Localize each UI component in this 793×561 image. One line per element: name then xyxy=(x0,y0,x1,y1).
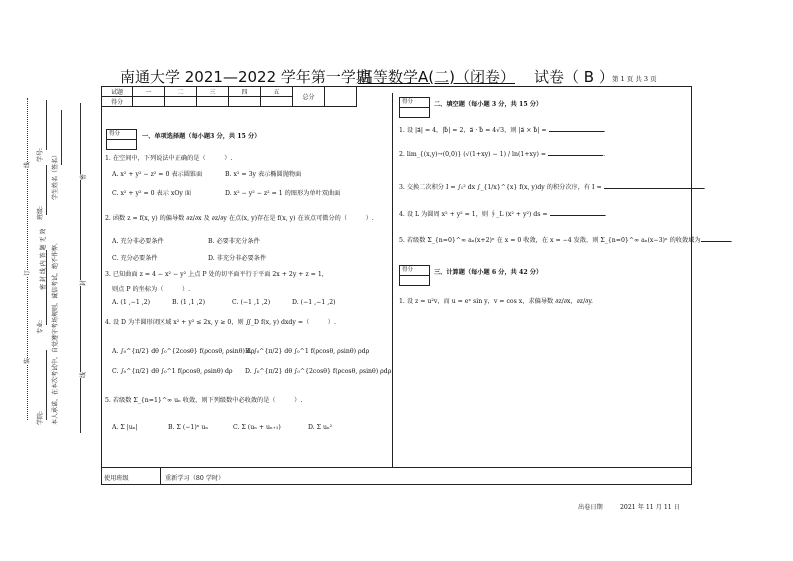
s1-q1-b[interactable]: B. x² = 3y 表示椭圆抛物面 xyxy=(225,171,302,178)
major-line[interactable] xyxy=(46,250,47,325)
section3-title: 三、计算题（每小题 6 分，共 42 分） xyxy=(434,269,543,276)
total-label: 总分 xyxy=(293,87,325,107)
binding-ding: 订 xyxy=(24,269,31,276)
score-row-label: 得分 xyxy=(102,97,133,107)
section1-title: 一、单项选择题（每小题3 分，共 15 分） xyxy=(142,133,261,140)
s2-q4: 4. 设 L 为圆周 x² + y² = 1，则 ∮_L (x² + y²) ds = . xyxy=(399,211,607,218)
s1-q5-b[interactable]: B. Σ (−1)ⁿ uₙ xyxy=(168,424,209,431)
column-divider xyxy=(392,93,393,467)
seal-notice: 密 封 线 内 答 题 无 效 xyxy=(40,228,47,290)
college-label: 学院: xyxy=(37,410,44,425)
s1-q4-d[interactable]: D. ∫₀^{π/2} dθ ∫₀^{2cosθ} f(ρcosθ, ρsinθ) ρdρ xyxy=(245,368,392,375)
section2-title: 二、填空题（每小题 3 分，共 15 分） xyxy=(434,101,543,108)
college-line[interactable] xyxy=(46,350,47,420)
s1-q3-d[interactable]: D. (−1 ,−1 ,2) xyxy=(292,299,336,306)
binding-zhuang: 装 xyxy=(24,357,31,364)
seal-line xyxy=(80,103,81,433)
header-page: 第 1 页 共 3 页 xyxy=(612,75,657,83)
s1-q2-d[interactable]: D. 非充分非必要条件 xyxy=(208,255,267,262)
seal-mi: 密 xyxy=(76,174,89,180)
s1-q1-d[interactable]: D. x² − y² − z² = 1 的图形为单叶双曲面 xyxy=(225,190,341,197)
student-name-label: 学生姓名（签名） xyxy=(52,151,59,200)
class-line[interactable] xyxy=(46,165,47,215)
s2-q5: 5. 若级数 Σ_{n=0}^∞ aₙ(x+2)ⁿ 在 x = 0 收敛，在 x = −4 发散，则 Σ_{n=0}^∞ aₙ(x−3)ⁿ 的收敛域为 . xyxy=(399,237,733,244)
s2-q2-text: 2. lim_{(x,y)→(0,0)} (√(1+xy) − 1) / ln(1+xy) = xyxy=(399,151,547,158)
name-signature-line[interactable] xyxy=(61,110,62,165)
header-course: 高等数学A(二)（闭卷） xyxy=(358,68,515,86)
major-label: 专业: xyxy=(37,319,44,334)
s1-q3-a[interactable]: A. (1 ,−1 ,2) xyxy=(112,299,151,306)
s1-q3-c[interactable]: C. (−1 ,1 ,2) xyxy=(232,299,271,306)
header-paper: 试卷（ B ） xyxy=(534,68,614,86)
class-field-label: 班级: xyxy=(37,205,44,220)
s1-q3: 3. 已知曲面 z = 4 − x² − y² 上点 P 处的切平面平行于平面 2x + 2y + z = 1， xyxy=(105,271,328,278)
integrity-pledge: 本人承诺，在本次考试中，自觉遵守考场规则，诚信考试，绝不作弊。 xyxy=(52,238,59,425)
answer-blank[interactable] xyxy=(550,215,605,216)
class-value: 重新学习（80 学时） xyxy=(165,475,225,482)
score-input[interactable] xyxy=(133,97,165,107)
s2-q2: 2. lim_{(x,y)→(0,0)} (√(1+xy) − 1) / ln(1+xy) = . xyxy=(399,151,606,158)
s1-q2-b[interactable]: B. 必要非充分条件 xyxy=(208,238,260,245)
score-input[interactable] xyxy=(197,97,229,107)
s1-q4-b[interactable]: B. ∫₀^{π/2} dθ ∫₀^1 f(ρcosθ, ρsinθ) ρdρ xyxy=(245,348,370,355)
score-input[interactable] xyxy=(261,97,293,107)
s1-q2-a[interactable]: A. 充分非必要条件 xyxy=(112,238,164,245)
s1-q4: 4. 设 D 为半圆形闭区域 x² + y² ≤ 2x, y ≥ 0，则 ∬_D f(x, y) dxdy =（ ）. xyxy=(105,319,336,326)
score-cell: 一 xyxy=(133,87,165,97)
dotted-binding-line xyxy=(27,98,28,420)
student-id-label: 学号: xyxy=(37,147,44,162)
s2-q1: 1. 设 |a⃗| = 4，|b⃗| = 2，a⃗ · b⃗ = 4√3，则 |a⃗ × b⃗| = . xyxy=(399,127,606,134)
s2-q4-text: 4. 设 L 为圆周 x² + y² = 1，则 ∮_L (x² + y²) ds = xyxy=(399,211,548,218)
footer-cell-divider xyxy=(160,467,161,485)
score-cell: 试题 xyxy=(102,87,133,97)
s2-q3-text: 3. 交换二次积分 I = ∫₁² dx ∫_{1/x}^{x} f(x, y)dy 的积分次序，有 I = xyxy=(399,184,602,191)
date-value: 2021 年 11 月 11 日 xyxy=(620,504,680,511)
s1-q5-d[interactable]: D. Σ uₙ² xyxy=(308,424,333,431)
footer-divider xyxy=(101,467,692,468)
s1-q1-a[interactable]: A. x² + y² − z² = 0 表示圆锥面 xyxy=(112,171,203,178)
header-term: 南通大学 2021—2022 学年第一学期 xyxy=(120,68,371,86)
class-label: 使用班级 xyxy=(104,475,129,482)
s1-q2-c[interactable]: C. 充分必要条件 xyxy=(112,255,158,262)
score-cell: 二 xyxy=(165,87,197,97)
answer-blank[interactable] xyxy=(701,241,731,242)
s2-q5-text: 5. 若级数 Σ_{n=0}^∞ aₙ(x+2)ⁿ 在 x = 0 收敛，在 x = −4 发散，则 Σ_{n=0}^∞ aₙ(x−3)ⁿ 的收敛域为 xyxy=(399,237,701,244)
seal-xian: 线 xyxy=(76,372,89,378)
s1-q1: 1. 在空间中，下列说法中正确的是（ ）. xyxy=(105,155,233,162)
s1-q1-c[interactable]: C. x² + y² = 0 表示 xOy 面 xyxy=(112,190,192,197)
binding-xian: 线 xyxy=(24,161,31,168)
score-input[interactable] xyxy=(229,97,261,107)
s1-q2: 2. 函数 z = f(x, y) 的偏导数 ∂z/∂x 及 ∂z/∂y 在点(x, y)存在是 f(x, y) 在该点可微分的（ ）. xyxy=(105,215,374,222)
s1-q3-b[interactable]: B. (1 ,1 ,2) xyxy=(172,299,205,306)
s1-q3-cont: 则点 P 的坐标为（ ）. xyxy=(112,286,191,293)
total-input[interactable] xyxy=(325,87,357,107)
s1-q5-a[interactable]: A. Σ |uₙ| xyxy=(112,424,138,431)
score-cell: 四 xyxy=(229,87,261,97)
student-id-line[interactable] xyxy=(46,100,47,150)
score-box-1: 得分 xyxy=(106,129,137,150)
s2-q1-text: 1. 设 |a⃗| = 4，|b⃗| = 2，a⃗ · b⃗ = 4√3，则 |a⃗ × b⃗| = xyxy=(399,127,547,134)
s1-q5: 5. 若级数 Σ_{n=1}^∞ uₙ 收敛，则下列级数中必收敛的是（ ）. xyxy=(105,397,303,404)
s1-q4-c[interactable]: C. ∫₀^{π/2} dθ ∫₀^1 f(ρcosθ, ρsinθ) dρ xyxy=(112,368,233,375)
score-input[interactable] xyxy=(165,97,197,107)
score-cell: 三 xyxy=(197,87,229,97)
score-box-2: 得分 xyxy=(399,97,430,118)
score-table xyxy=(101,86,357,107)
answer-blank[interactable] xyxy=(549,131,604,132)
s1-q4-a[interactable]: A. ∫₀^{π/2} dθ ∫₀^{2cosθ} f(ρcosθ, ρsinθ) dρ xyxy=(112,348,255,355)
seal-feng: 封 xyxy=(76,280,89,286)
score-box-3: 得分 xyxy=(399,265,430,286)
score-cell: 五 xyxy=(261,87,293,97)
answer-blank[interactable] xyxy=(604,188,704,189)
s3-q1: 1. 设 z = u²v，而 u = eˣ sin y，v = cos x，求偏导数 ∂z/∂x，∂z/∂y. xyxy=(399,298,593,305)
answer-blank[interactable] xyxy=(548,155,603,156)
s1-q5-c[interactable]: C. Σ (uₙ + uₙ₊₁) xyxy=(233,424,281,431)
date-label: 出卷日期 xyxy=(578,504,603,511)
s2-q3: 3. 交换二次积分 I = ∫₁² dx ∫_{1/x}^{x} f(x, y)dy 的积分次序，有 I = . xyxy=(399,184,706,191)
